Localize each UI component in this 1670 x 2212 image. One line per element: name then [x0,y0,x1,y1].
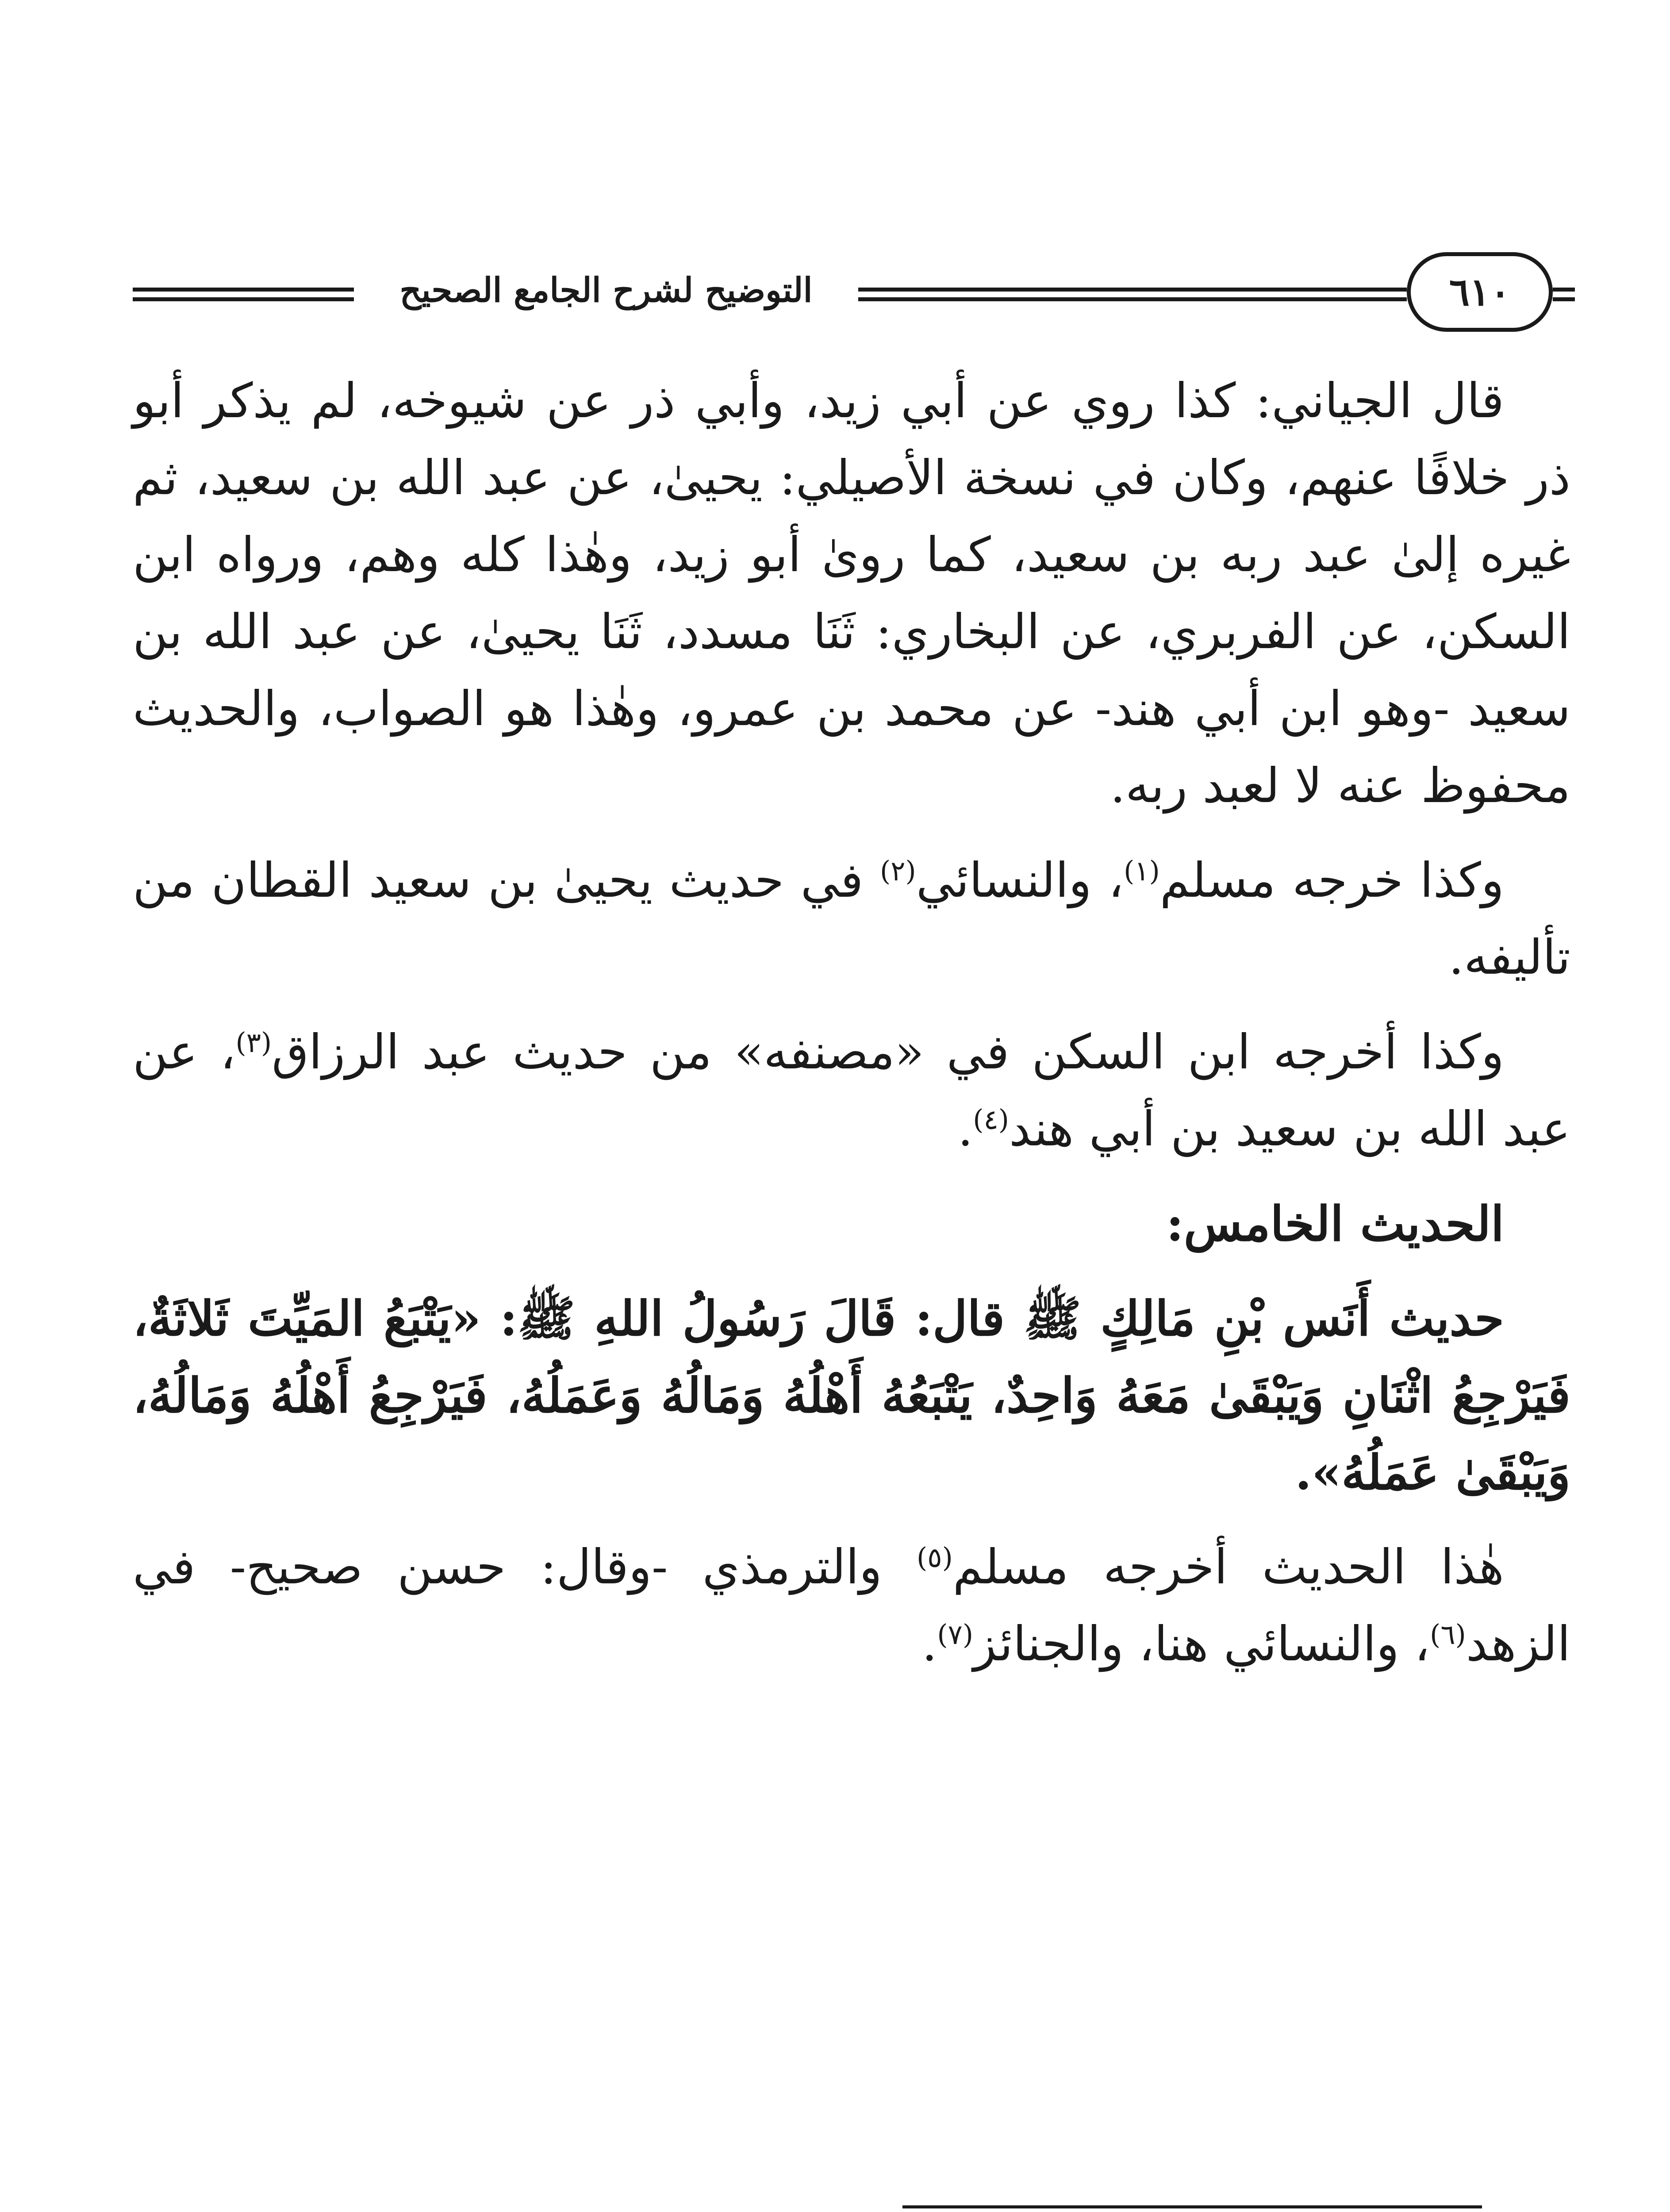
text-run: ، عن عبد الله بن سعيد بن أبي هند [133,1025,1570,1157]
text-run: هٰذا الحديث أخرجه مسلم [952,1540,1504,1595]
paragraph-muslim-nasai [133,842,1570,996]
paragraph-jayyani: قال الجياني: كذا روي عن أبي زيد، وأبي ذر عن شيوخه، لم يذكر أبو ذر خلافًا عنهم، وكان في نسخة الأصيلي: يحيىٰ، عن عبد الله بن سعيد، ثم غيره إلىٰ عبد ربه بن سعيد، كما روىٰ أبو زيد، وهٰذا كله وهم، ورواه ابن السكن، عن الفربري، عن البخاري: ثَنَا مسدد، ثَنَا يحيىٰ، عن عبد الله بن سعيد -وهو ابن أبي هند- عن محمد بن عمرو، وهٰذا هو الصواب، والحديث محفوظ عنه لا لعبد ربه. [133,373,1570,814]
header-rule-right-lower [1553,297,1575,301]
header-rule-middle-lower [858,297,1407,301]
header-rule-right [1553,288,1575,292]
footnote-ref-7[interactable]: (٧) [937,1618,974,1651]
section-heading: الحديث الخامس: [1166,1196,1504,1252]
footnote-ref-4[interactable]: (٤) [973,1103,1009,1136]
footnote-separator [902,2205,1482,2208]
header-rule-middle [858,288,1407,292]
paragraph-ibn-sakan [133,1014,1570,1168]
footnote-ref-6[interactable]: (٦) [1430,1618,1466,1651]
paragraph-takhrij [133,1529,1570,1683]
text-run: في حديث يحيىٰ بن سعيد القطان من تأليفه. [133,853,1570,985]
header-rule-left-lower [133,297,354,301]
text-run: وكذا خرجه مسلم [1159,853,1504,908]
main-text [133,363,1570,1701]
footnote-ref-5[interactable]: (٥) [917,1541,953,1574]
footnote-ref-1[interactable]: (١) [1124,855,1160,887]
text-run: . [957,1102,973,1157]
text-run: والترمذي -وقال: حسن صحيح- في الزهد [133,1540,1570,1672]
hadith-text: حديث أَنَس بْنِ مَالِكٍ ﷺ قال: قَالَ رَسُولُ اللهِ ﷺ: «يَتْبَعُ المَيِّتَ ثَلاثَةٌ، فَيَرْجِعُ اثْنَانِ وَيَبْقَىٰ مَعَهُ وَاحِدٌ، يَتْبَعُهُ أَهْلُهُ وَمَالُهُ وَعَمَلُهُ، فَيَرْجِعُ أَهْلُهُ وَمَالُهُ، وَيَبْقَىٰ عَمَلُهُ». [133,1291,1570,1501]
text-run: ، والنسائي [916,853,1124,908]
text-run: وكذا أخرجه ابن السكن في «مصنفه» من حديث عبد الرزاق [272,1025,1504,1080]
footnote-ref-3[interactable]: (٣) [235,1026,272,1059]
text-run: ، والنسائي هنا، والجنائز [973,1617,1430,1672]
header-rule-left [133,288,354,292]
text-run: . [921,1617,937,1672]
page-number: ٦١٠ [1407,252,1553,332]
running-title: التوضيح لشرح الجامع الصحيح [354,263,858,316]
page-header [133,248,1575,336]
footnote-ref-2[interactable]: (٢) [879,855,916,887]
